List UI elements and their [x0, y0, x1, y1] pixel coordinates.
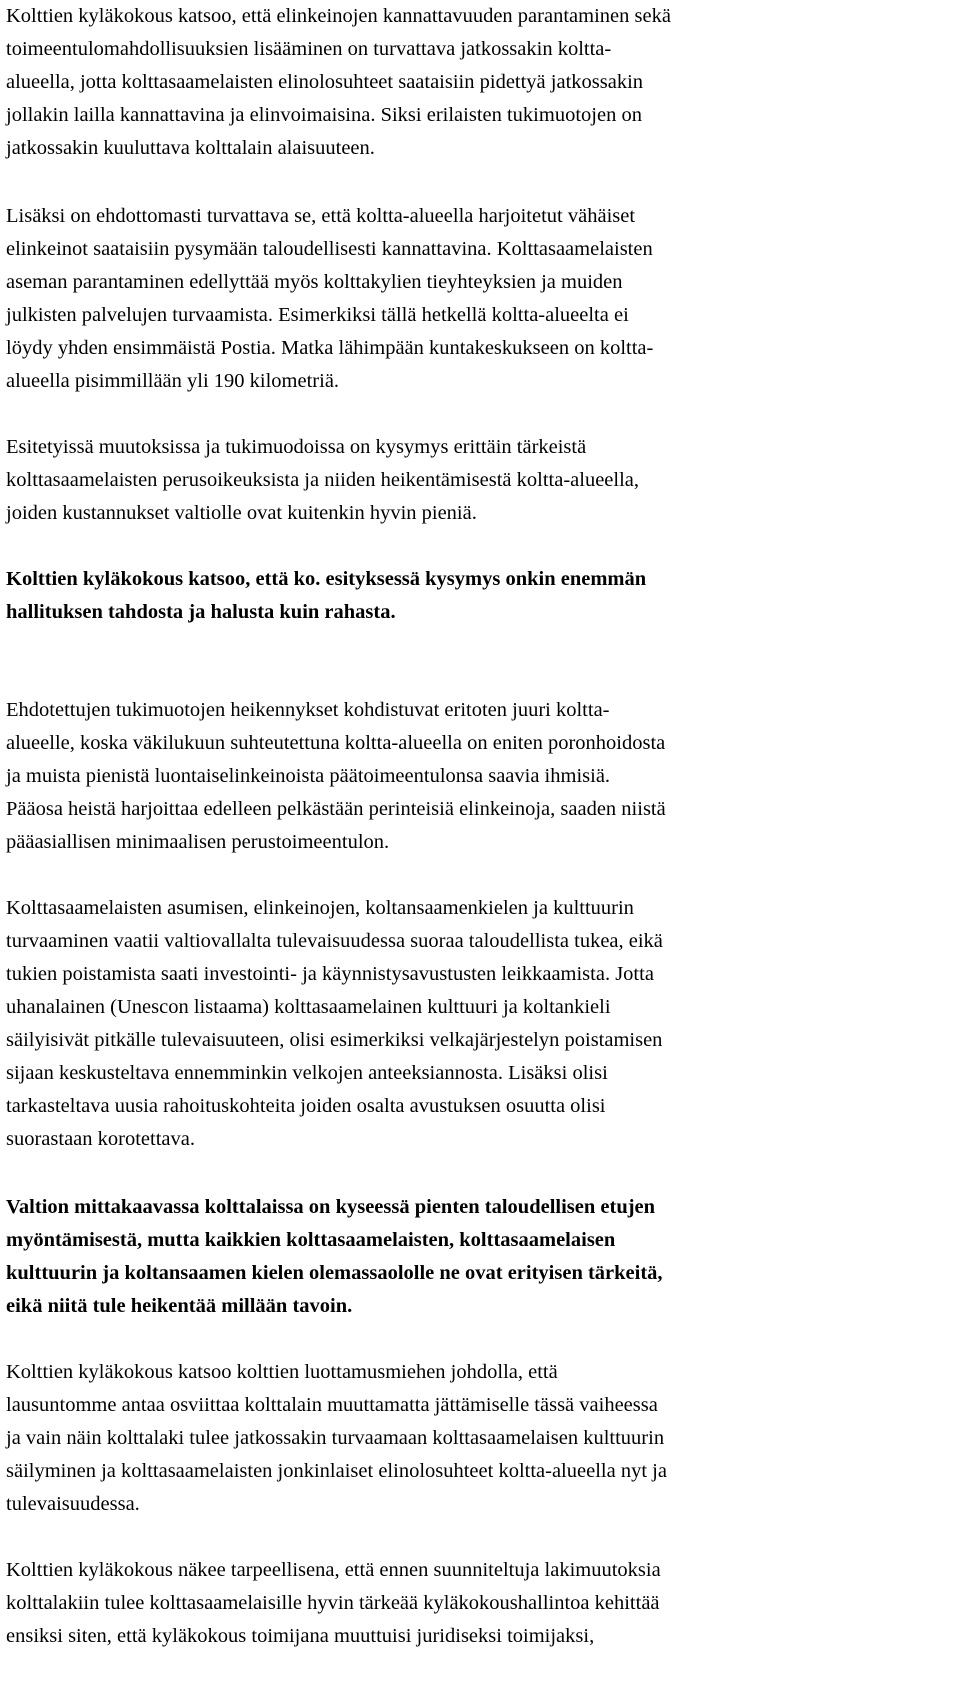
paragraph-5	[6, 694, 666, 859]
text-line: Lisäksi on ehdottomasti turvattava se, että koltta-alueella harjoitetut vähäiset	[6, 205, 636, 227]
text-line: suorastaan korotettava.	[6, 1128, 195, 1150]
text-line: alueella, jotta kolttasaamelaisten elinolosuhteet saataisiin pidettyä jatkossakin	[6, 71, 644, 93]
text-line: jatkossakin kuuluttava kolttalain alaisuuteen.	[6, 137, 375, 159]
text-line: alueella pisimmillään yli 190 kilometriä.	[6, 370, 340, 392]
text-line: Ehdotettujen tukimuotojen heikennykset kohdistuvat eritoten juuri koltta-	[6, 699, 610, 721]
text-line: säilyminen ja kolttasaamelaisten jonkinlaiset elinolosuhteet koltta-alueella nyt ja	[6, 1460, 667, 1482]
paragraph-2	[6, 200, 653, 398]
text-line: Kolttien kyläkokous katsoo, että ko. esityksessä kysymys onkin enemmän	[6, 568, 647, 590]
text-line: joiden kustannukset valtiolle ovat kuitenkin hyvin pieniä.	[6, 502, 477, 524]
text-line: Kolttien kyläkokous näkee tarpeellisena, että ennen suunniteltuja lakimuutoksia	[6, 1559, 661, 1581]
paragraph-4-bold	[6, 563, 646, 629]
paragraph-8	[6, 1356, 667, 1521]
text-line: eikä niitä tule heikentää millään tavoin.	[6, 1295, 353, 1317]
text-line: Kolttasaamelaisten asumisen, elinkeinojen, koltansaamenkielen ja kulttuurin	[6, 897, 634, 919]
text-line: uhanalainen (Unescon listaama) kolttasaamelainen kulttuuri ja koltankieli	[6, 996, 611, 1018]
paragraph-7-bold	[6, 1191, 663, 1323]
text-line: kulttuurin ja koltansaamen kielen olemassaololle ne ovat erityisen tärkeitä,	[6, 1262, 663, 1284]
text-line: julkisten palvelujen turvaamista. Esimerkiksi tällä hetkellä koltta-alueelta ei	[6, 304, 629, 326]
text-line: ja vain näin kolttalaki tulee jatkossakin turvaamaan kolttasaamelaisen kulttuurin	[6, 1427, 665, 1449]
text-line: tukien poistamista saati investointi- ja käynnistysavustusten leikkaamista. Jotta	[6, 963, 654, 985]
text-line: Kolttien kyläkokous katsoo kolttien luottamusmiehen johdolla, että	[6, 1361, 558, 1383]
text-line: hallituksen tahdosta ja halusta kuin rahasta.	[6, 601, 396, 623]
text-line: lausuntomme antaa osviittaa kolttalain muuttamatta jättämiselle tässä vaiheessa	[6, 1394, 658, 1416]
paragraph-9	[6, 1554, 661, 1653]
text-line: sijaan keskusteltava ennemminkin velkojen anteeksiannosta. Lisäksi olisi	[6, 1062, 608, 1084]
text-line: Esitetyissä muutoksissa ja tukimuodoissa on kysymys erittäin tärkeistä	[6, 436, 587, 458]
text-line: tarkasteltava uusia rahoituskohteita joiden osalta avustuksen osuutta olisi	[6, 1095, 606, 1117]
text-line: tulevaisuudessa.	[6, 1493, 140, 1515]
text-line: säilyisivät pitkälle tulevaisuuteen, olisi esimerkiksi velkajärjestelyn poistamisen	[6, 1029, 663, 1051]
text-line: elinkeinot saataisiin pysymään taloudellisesti kannattavina. Kolttasaamelaisten	[6, 238, 653, 260]
text-line: alueelle, koska väkilukuun suhteutettuna koltta-alueella on eniten poronhoidosta	[6, 732, 666, 754]
text-line: ja muista pienistä luontaiselinkeinoista päätoimeentulonsa saavia ihmisiä.	[6, 765, 611, 787]
text-line: kolttasaamelaisten perusoikeuksista ja niiden heikentämisestä koltta-alueella,	[6, 469, 640, 491]
text-line: löydy yhden ensimmäistä Postia. Matka lähimpään kuntakeskukseen on koltta-	[6, 337, 654, 359]
text-line: Kolttien kyläkokous katsoo, että elinkeinojen kannattavuuden parantaminen sekä	[6, 5, 671, 27]
paragraph-6	[6, 892, 663, 1156]
text-line: kolttalakiin tulee kolttasaamelaisille hyvin tärkeää kyläkokoushallintoa kehittää	[6, 1592, 660, 1614]
text-line: ensiksi siten, että kyläkokous toimijana muuttuisi juridiseksi toimijaksi,	[6, 1625, 595, 1647]
text-line: pääasiallisen minimaalisen perustoimeentulon.	[6, 831, 390, 853]
text-line: toimeentulomahdollisuuksien lisääminen on turvattava jatkossakin koltta-	[6, 38, 612, 60]
text-line: Valtion mittakaavassa kolttalaissa on kyseessä pienten taloudellisen etujen	[6, 1196, 656, 1218]
text-line: Pääosa heistä harjoittaa edelleen pelkästään perinteisiä elinkeinoja, saaden niistä	[6, 798, 666, 820]
paragraph-1	[6, 0, 671, 165]
text-line: myöntämisestä, mutta kaikkien kolttasaamelaisten, kolttasaamelaisen	[6, 1229, 616, 1251]
text-line: aseman parantaminen edellyttää myös kolttakylien tieyhteyksien ja muiden	[6, 271, 623, 293]
text-line: turvaaminen vaatii valtiovallalta tulevaisuudessa suoraa taloudellista tukea, eikä	[6, 930, 663, 952]
paragraph-3	[6, 431, 639, 530]
text-line: jollakin lailla kannattavina ja elinvoimaisina. Siksi erilaisten tukimuotojen on	[6, 104, 642, 126]
